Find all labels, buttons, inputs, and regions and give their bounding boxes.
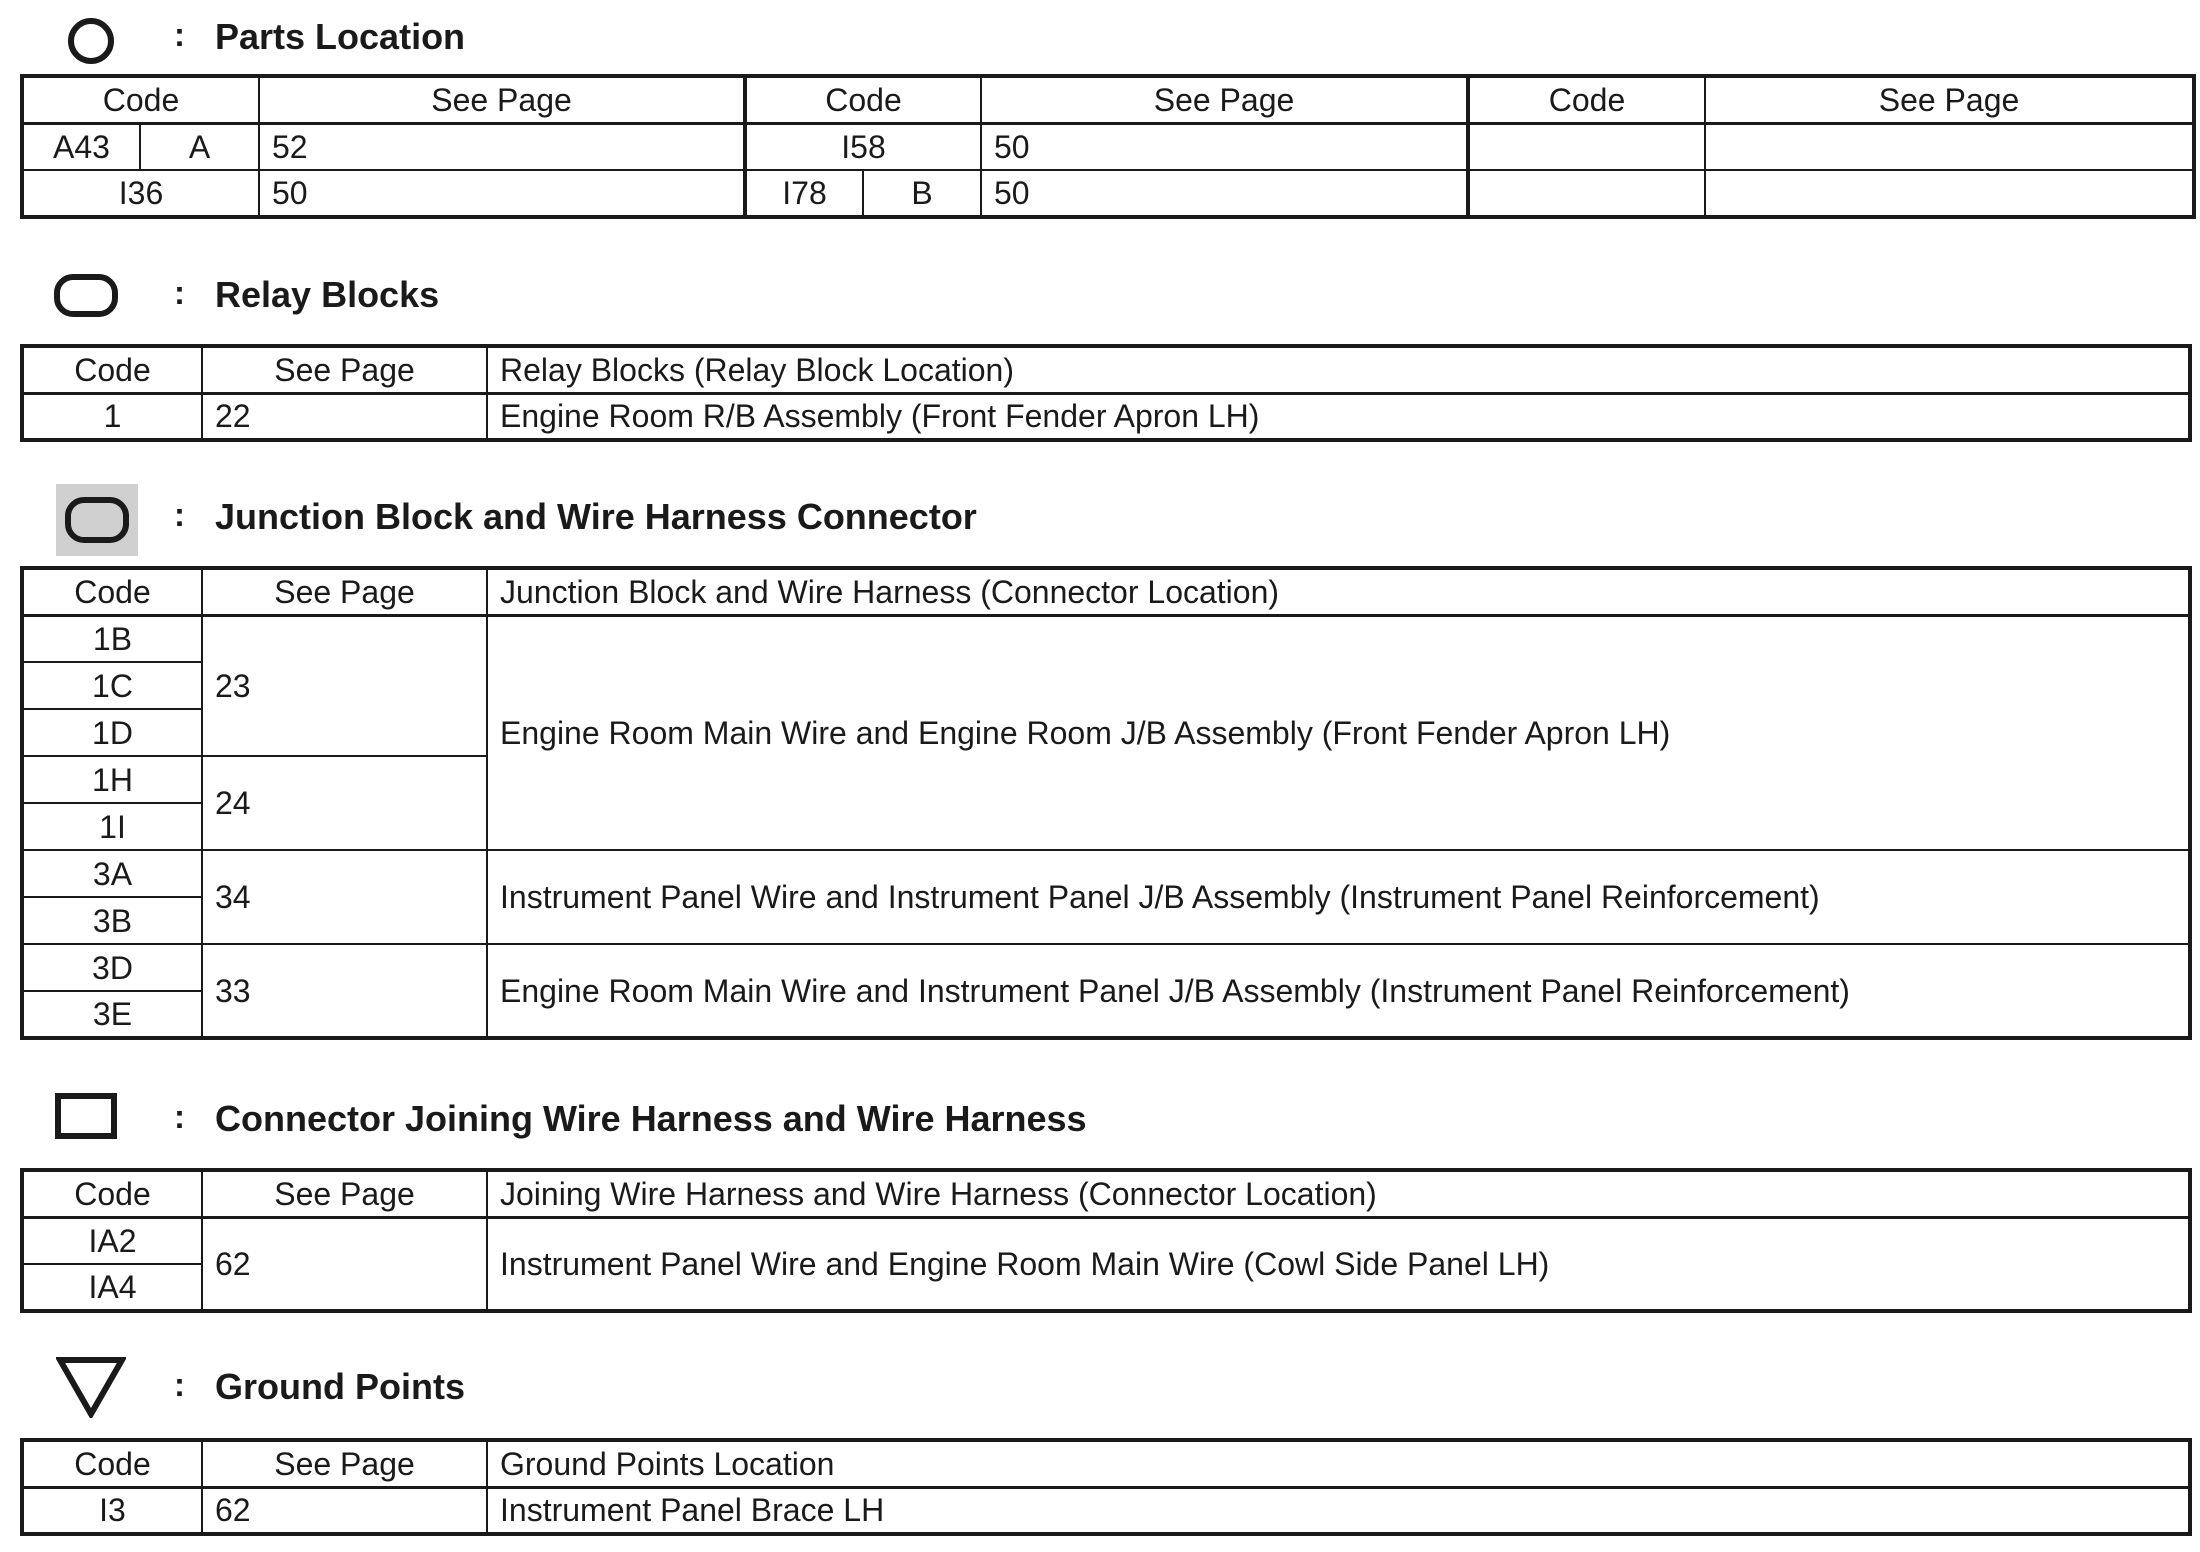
junction-block-table <box>20 566 2192 1040</box>
code-cell: 3B <box>22 897 202 944</box>
table-row <box>22 1217 2190 1264</box>
section-title: Parts Location <box>215 16 466 57</box>
header-see-page: See Page <box>202 1440 487 1487</box>
page-cell: 50 <box>981 123 1468 170</box>
table-header-row <box>22 1440 2190 1487</box>
shaded-rounded-rectangle-icon <box>56 484 138 556</box>
header-location: Joining Wire Harness and Wire Harness (Connector Location) <box>487 1170 2190 1217</box>
location-cell: Engine Room Main Wire and Instrument Panel J/B Assembly (Instrument Panel Reinforcement) <box>487 944 2190 1038</box>
code-cell: IA2 <box>22 1217 202 1264</box>
location-cell: Instrument Panel Wire and Instrument Panel J/B Assembly (Instrument Panel Reinforcement) <box>487 850 2190 944</box>
page-cell: 33 <box>202 944 487 1038</box>
page-cell: 50 <box>981 170 1468 217</box>
code-cell: I36 <box>22 170 259 217</box>
colon: : <box>174 1366 185 1403</box>
table-header-row <box>22 568 2190 615</box>
code-cell: I3 <box>22 1487 202 1534</box>
page-cell: 24 <box>202 756 487 850</box>
location-cell: Instrument Panel Brace LH <box>487 1487 2190 1534</box>
colon: : <box>174 496 185 533</box>
circle-icon <box>64 14 118 68</box>
table-header-row <box>22 346 2190 393</box>
code-cell <box>1468 123 1705 170</box>
header-location: Ground Points Location <box>487 1440 2190 1487</box>
table-row <box>22 944 2190 991</box>
header-code: Code <box>1468 76 1705 123</box>
code-cell: 1B <box>22 615 202 662</box>
page-cell <box>1705 123 2194 170</box>
code-cell: I78 <box>745 170 863 217</box>
header-location: Relay Blocks (Relay Block Location) <box>487 346 2190 393</box>
colon: : <box>174 274 185 311</box>
header-code: Code <box>22 76 259 123</box>
code-cell: IA4 <box>22 1264 202 1311</box>
section-header-junction-block <box>0 484 1400 540</box>
code-sub-cell: B <box>863 170 981 217</box>
ground-points-table <box>20 1438 2192 1536</box>
table-row <box>22 1487 2190 1534</box>
code-cell: 1I <box>22 803 202 850</box>
header-see-page: See Page <box>1705 76 2194 123</box>
table-row <box>22 615 2190 662</box>
section-header-relay-blocks <box>0 266 1400 322</box>
rectangle-icon <box>54 1092 120 1142</box>
table-row <box>22 850 2190 897</box>
location-cell: Instrument Panel Wire and Engine Room Main Wire (Cowl Side Panel LH) <box>487 1217 2190 1311</box>
header-code: Code <box>745 76 981 123</box>
page-cell: 22 <box>202 393 487 440</box>
code-sub-cell: A <box>140 123 259 170</box>
header-code: Code <box>22 1170 202 1217</box>
code-cell: 3D <box>22 944 202 991</box>
down-triangle-icon <box>56 1356 126 1418</box>
table-header-row <box>22 76 2194 123</box>
table-header-row <box>22 1170 2190 1217</box>
parts-location-table <box>20 74 2196 219</box>
section-header-ground-points <box>0 1356 1400 1412</box>
section-title: Ground Points <box>215 1366 465 1407</box>
code-cell: I58 <box>745 123 981 170</box>
code-cell: 1D <box>22 709 202 756</box>
page-cell: 62 <box>202 1487 487 1534</box>
header-see-page: See Page <box>202 1170 487 1217</box>
section-header-parts-location <box>0 8 1400 64</box>
header-see-page: See Page <box>981 76 1468 123</box>
colon: : <box>174 1098 185 1135</box>
header-see-page: See Page <box>202 346 487 393</box>
code-cell: 3A <box>22 850 202 897</box>
code-cell: 3E <box>22 991 202 1038</box>
header-code: Code <box>22 1440 202 1487</box>
location-cell: Engine Room Main Wire and Engine Room J/B Assembly (Front Fender Apron LH) <box>487 615 2190 850</box>
table-row <box>22 170 2194 217</box>
table-row <box>22 123 2194 170</box>
page-cell: 23 <box>202 615 487 756</box>
code-cell: A43 <box>22 123 140 170</box>
page-cell: 34 <box>202 850 487 944</box>
header-code: Code <box>22 568 202 615</box>
relay-blocks-table <box>20 344 2192 442</box>
code-cell: 1H <box>22 756 202 803</box>
page-cell: 50 <box>259 170 745 217</box>
header-location: Junction Block and Wire Harness (Connector Location) <box>487 568 2190 615</box>
section-title: Connector Joining Wire Harness and Wire Harness <box>215 1098 1087 1139</box>
section-title: Relay Blocks <box>215 274 440 315</box>
rounded-rectangle-icon <box>52 272 122 320</box>
table-row <box>22 393 2190 440</box>
page-cell: 62 <box>202 1217 487 1311</box>
page-cell <box>1705 170 2194 217</box>
location-cell: Engine Room R/B Assembly (Front Fender Apron LH) <box>487 393 2190 440</box>
header-code: Code <box>22 346 202 393</box>
page-cell: 52 <box>259 123 745 170</box>
header-see-page: See Page <box>259 76 745 123</box>
header-see-page: See Page <box>202 568 487 615</box>
section-title: Junction Block and Wire Harness Connector <box>215 496 977 537</box>
joining-connector-table <box>20 1168 2192 1313</box>
code-cell <box>1468 170 1705 217</box>
code-cell: 1C <box>22 662 202 709</box>
code-cell: 1 <box>22 393 202 440</box>
section-header-joining-connector <box>0 1088 1400 1144</box>
colon: : <box>174 16 185 53</box>
